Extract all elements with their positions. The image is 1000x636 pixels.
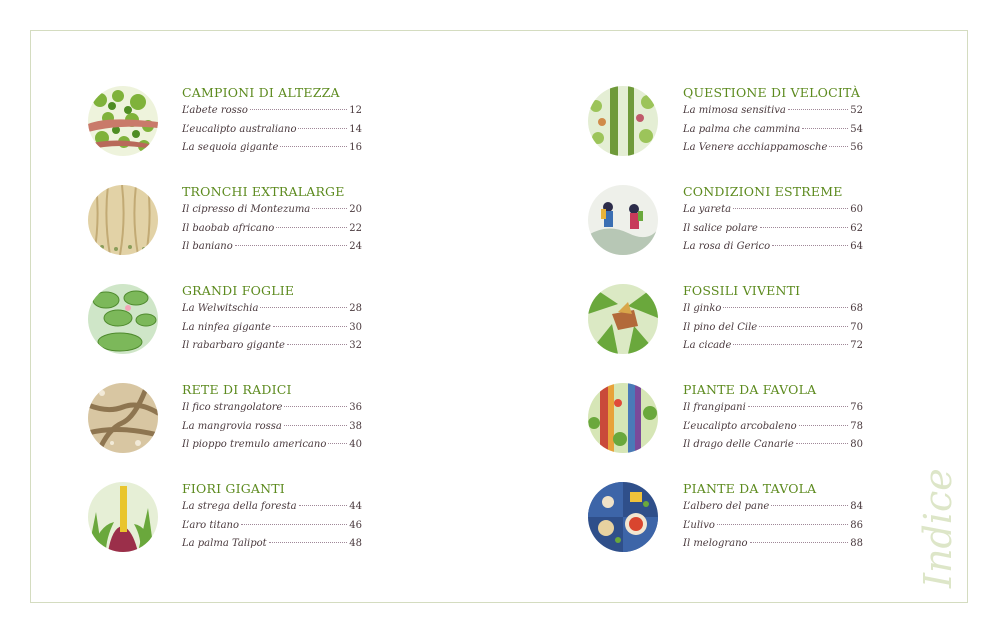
section-title: PIANTE DA FAVOLA (683, 382, 817, 397)
dot-leader (829, 146, 848, 147)
titan-arum-illustration (88, 482, 158, 552)
toc-entry[interactable] (182, 102, 362, 121)
toc-entry[interactable] (182, 121, 362, 140)
dot-leader (799, 425, 849, 426)
entry-name: L’ulivo (683, 519, 715, 531)
entry-name: L’eucalipto australiano (182, 123, 297, 135)
entry-page: 44 (349, 501, 362, 512)
entry-page: 78 (850, 420, 863, 432)
entry-name: L’eucalipto arcobaleno (683, 420, 797, 432)
entry-name: Il frangipani (683, 402, 746, 413)
entry-name: La ninfea gigante (182, 321, 271, 333)
section-title: QUESTIONE DI VELOCITÀ (683, 85, 861, 100)
section-questione-di-velocita (683, 84, 863, 158)
entry-name: La sequoia gigante (182, 142, 279, 153)
dot-leader (260, 307, 347, 308)
strangler-fig-illustration (88, 383, 158, 453)
dot-leader (280, 146, 347, 147)
toc-entry[interactable] (182, 300, 362, 319)
entry-page: 38 (349, 420, 362, 432)
toc-entry[interactable] (683, 319, 863, 338)
section-title: RETE DI RADICI (182, 382, 292, 397)
entry-page: 72 (850, 340, 863, 351)
section-title: FOSSILI VIVENTI (683, 283, 801, 298)
entry-name: La rosa di Gerico (683, 241, 771, 252)
toc-entry[interactable] (683, 238, 863, 257)
ginkgo-illustration (588, 284, 658, 354)
entry-name: Il salice polare (683, 222, 758, 234)
dot-leader (717, 524, 848, 525)
entry-page: 12 (349, 105, 362, 116)
entry-page: 24 (349, 241, 362, 252)
entry-page: 14 (349, 123, 362, 135)
dot-leader (750, 542, 849, 543)
spruce-illustration (88, 86, 158, 156)
entry-name: La strega della foresta (182, 501, 297, 512)
entry-page: 70 (850, 321, 863, 333)
dot-leader (269, 542, 348, 543)
entry-page: 56 (850, 142, 863, 153)
entry-page: 88 (850, 538, 863, 549)
entry-page: 46 (349, 519, 362, 531)
section-title: TRONCHI EXTRALARGE (182, 184, 345, 199)
section-tronchi-extralarge (182, 183, 362, 257)
section-title: FIORI GIGANTI (182, 481, 285, 496)
dot-leader (298, 128, 347, 129)
mimosa-illustration (588, 86, 658, 156)
entry-page: 48 (349, 538, 362, 549)
entry-name: Il pioppo tremulo americano (182, 439, 327, 450)
dot-leader (802, 128, 848, 129)
entry-page: 68 (850, 303, 863, 314)
entry-name: L’aro titano (182, 519, 240, 531)
toc-entry[interactable] (182, 201, 362, 220)
toc-entry[interactable] (182, 517, 362, 536)
entry-name: Il baniano (182, 241, 233, 252)
entry-page: 62 (850, 222, 863, 234)
toc-entry[interactable] (182, 535, 362, 554)
entry-name: L’abete rosso (182, 105, 248, 116)
section-title: CONDIZIONI ESTREME (683, 184, 843, 199)
toc-entry[interactable] (182, 220, 362, 239)
dot-leader (788, 109, 848, 110)
entry-page: 52 (850, 105, 863, 116)
dot-leader (276, 227, 347, 228)
entry-name: Il drago delle Canarie (683, 439, 794, 450)
table-food-illustration (588, 482, 658, 552)
dot-leader (287, 344, 347, 345)
dot-leader (760, 227, 848, 228)
entry-page: 76 (850, 402, 863, 413)
entry-page: 22 (349, 222, 362, 234)
dot-leader (284, 406, 347, 407)
dot-leader (723, 307, 848, 308)
section-campioni-di-altezza (182, 84, 362, 158)
section-title: PIANTE DA TAVOLA (683, 481, 817, 496)
entry-name: Il baobab africano (182, 222, 275, 234)
toc-entry[interactable] (182, 436, 362, 455)
toc-entry[interactable] (182, 139, 362, 158)
section-fossili-viventi (683, 282, 863, 356)
dot-leader (772, 245, 848, 246)
toc-entry[interactable] (683, 535, 863, 554)
entry-page: 36 (349, 402, 362, 413)
toc-entry[interactable] (182, 319, 362, 338)
entry-name: Il cipresso di Montezuma (182, 204, 311, 215)
section-piante-da-tavola (683, 480, 863, 554)
toc-entry[interactable] (683, 121, 863, 140)
entry-page: 40 (349, 439, 362, 450)
entry-page: 16 (349, 142, 362, 153)
entry-name: La yareta (683, 204, 732, 215)
entry-name: La mangrovia rossa (182, 420, 282, 432)
entry-name: La Venere acchiappamosche (683, 142, 828, 153)
toc-entry[interactable] (683, 399, 863, 418)
entry-name: Il fico strangolatore (182, 402, 283, 413)
toc-entry[interactable] (683, 139, 863, 158)
entry-page: 32 (349, 340, 362, 351)
entry-name: La palma Talipot (182, 538, 267, 549)
section-title: CAMPIONI DI ALTEZZA (182, 85, 340, 100)
dot-leader (771, 505, 848, 506)
water-lily-illustration (88, 284, 158, 354)
section-title: GRANDI FOGLIE (182, 283, 295, 298)
dot-leader (241, 524, 347, 525)
dot-leader (748, 406, 848, 407)
entry-page: 64 (850, 241, 863, 252)
toc-entry[interactable] (182, 337, 362, 356)
toc-entry[interactable] (683, 517, 863, 536)
entry-page: 84 (850, 501, 863, 512)
rainbow-eucalyptus-illustration (588, 383, 658, 453)
entry-name: La Welwitschia (182, 303, 259, 314)
dot-leader (759, 326, 848, 327)
toc-entry[interactable] (683, 418, 863, 437)
section-fiori-giganti (182, 480, 362, 554)
dot-leader (284, 425, 347, 426)
entry-name: L’albero del pane (683, 501, 770, 512)
section-condizioni-estreme (683, 183, 863, 257)
entry-name: La cicade (683, 340, 732, 351)
toc-entry[interactable] (182, 498, 362, 517)
toc-entry[interactable] (683, 102, 863, 121)
cypress-trunk-illustration (88, 185, 158, 255)
entry-page: 54 (850, 123, 863, 135)
entry-name: Il pino del Cile (683, 321, 758, 333)
dot-leader (250, 109, 347, 110)
toc-entry[interactable] (182, 238, 362, 257)
entry-page: 86 (850, 519, 863, 531)
toc-entry[interactable] (683, 300, 863, 319)
dot-leader (328, 443, 347, 444)
entry-page: 60 (850, 204, 863, 215)
dot-leader (733, 208, 848, 209)
entry-name: La palma che cammina (683, 123, 801, 135)
entry-page: 30 (349, 321, 362, 333)
toc-entry[interactable] (683, 201, 863, 220)
toc-entry[interactable] (683, 436, 863, 455)
dot-leader (299, 505, 348, 506)
entry-page: 20 (349, 204, 362, 215)
section-piante-da-favola (683, 381, 863, 455)
dot-leader (733, 344, 848, 345)
entry-page: 28 (349, 303, 362, 314)
toc-entry[interactable] (182, 418, 362, 437)
section-rete-di-radici (182, 381, 362, 455)
yareta-illustration (588, 185, 658, 255)
dot-leader (796, 443, 848, 444)
entry-name: Il melograno (683, 538, 748, 549)
section-grandi-foglie (182, 282, 362, 356)
entry-name: Il rabarbaro gigante (182, 340, 285, 351)
entry-name: Il ginko (683, 303, 722, 314)
dot-leader (273, 326, 347, 327)
index-side-title: Indice (916, 468, 960, 588)
toc-entry[interactable] (683, 220, 863, 239)
entry-name: La mimosa sensitiva (683, 105, 786, 116)
entry-page: 80 (850, 439, 863, 450)
toc-entry[interactable] (683, 337, 863, 356)
dot-leader (235, 245, 348, 246)
toc-entry[interactable] (182, 399, 362, 418)
dot-leader (312, 208, 347, 209)
toc-entry[interactable] (683, 498, 863, 517)
